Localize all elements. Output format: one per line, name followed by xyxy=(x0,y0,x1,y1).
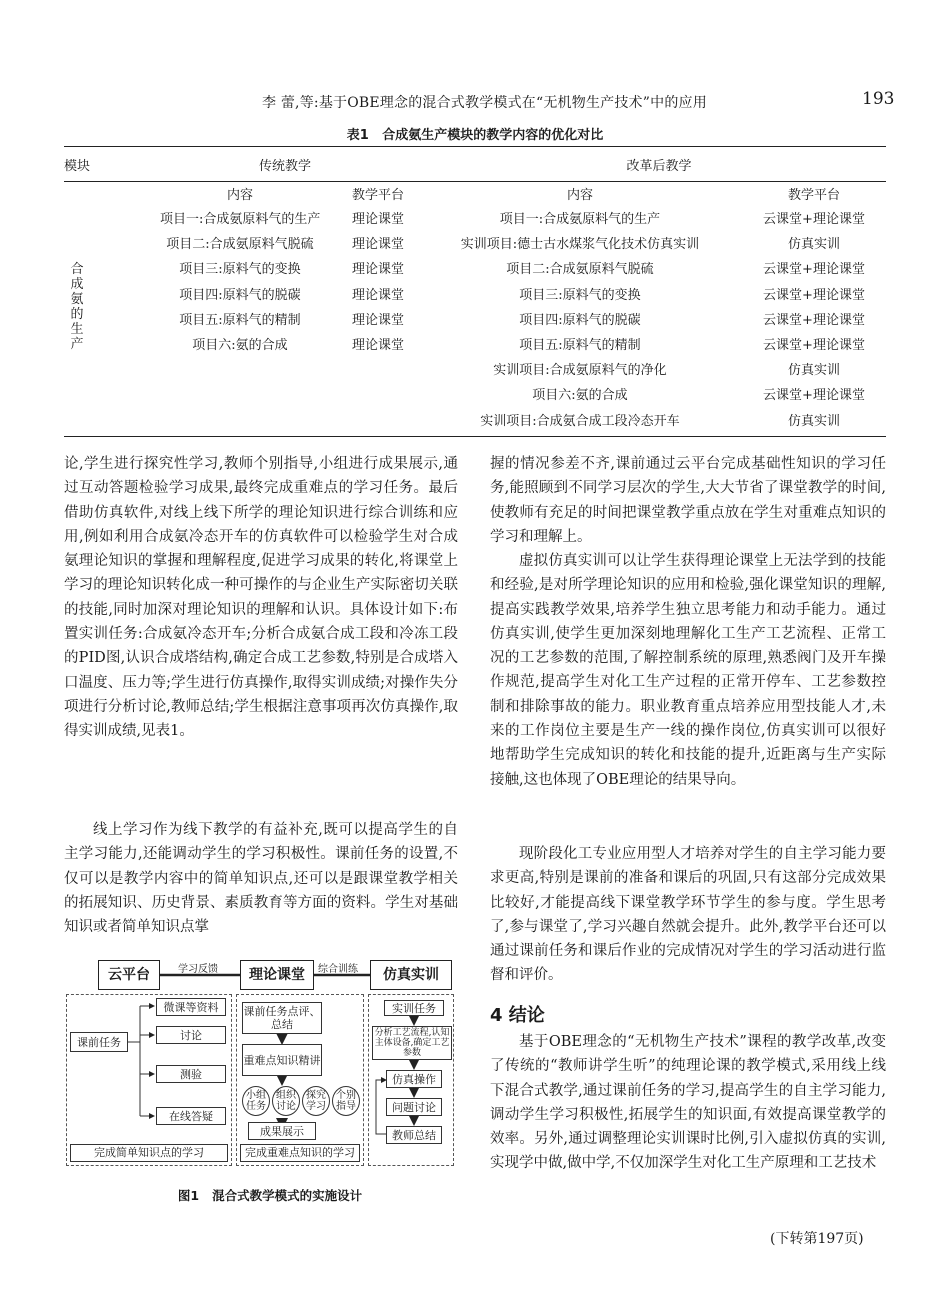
sim-step-operate: 仿真操作 xyxy=(386,1070,442,1088)
traditional-platform-cell: 理论课堂 xyxy=(351,313,404,328)
task-review-box: 课前任务点评、总结 xyxy=(242,1002,322,1034)
reformed-platform-cell: 仿真实训 xyxy=(787,363,840,378)
act-guidance: 个别指导 xyxy=(332,1086,360,1116)
reformed-platform-cell: 云课堂+理论课堂 xyxy=(763,288,865,303)
table-bottom-rule xyxy=(64,436,886,437)
sim-step-discuss: 问题讨论 xyxy=(386,1098,442,1116)
reformed-platform-cell: 云课堂+理论课堂 xyxy=(763,338,865,353)
page-number: 193 xyxy=(862,89,895,109)
act-group-task: 小组任务 xyxy=(242,1086,270,1116)
table-subheader-platform: 教学平台 xyxy=(787,188,840,203)
traditional-content-cell: 项目一:合成氨原料气的生产 xyxy=(160,212,321,227)
traditional-content-cell: 项目二:合成氨原料气脱硫 xyxy=(166,237,314,252)
act-discussion: 组织讨论 xyxy=(272,1086,300,1116)
table-subheader-platform: 教学平台 xyxy=(351,188,404,203)
sim-step-task: 实训任务 xyxy=(384,1000,444,1016)
section-4-heading: 4 结论 xyxy=(490,1005,545,1026)
reformed-platform-cell: 云课堂+理论课堂 xyxy=(763,262,865,277)
module-name-text: 合成氨的生产 xyxy=(70,262,84,352)
table-module-name xyxy=(70,262,86,352)
figure-1 xyxy=(64,948,456,1170)
traditional-content-cell: 项目四:原料气的脱碳 xyxy=(179,288,301,303)
continued-note: (下转第197页) xyxy=(770,1231,864,1247)
table-header-traditional: 传统教学 xyxy=(258,159,311,174)
traditional-platform-cell: 理论课堂 xyxy=(351,237,404,252)
key-knowledge-box: 重难点知识精讲 xyxy=(242,1044,322,1076)
table-header-module: 模块 xyxy=(64,159,91,174)
sim-step-summary: 教师总结 xyxy=(386,1126,442,1144)
traditional-content-cell: 项目六:氨的合成 xyxy=(192,338,288,353)
traditional-platform-cell: 理论课堂 xyxy=(351,212,404,227)
theory-class-box: 理论课堂 xyxy=(240,960,314,990)
traditional-content-cell: 项目五:原料气的精制 xyxy=(179,313,301,328)
reformed-content-cell: 实训项目:合成氨合成工段冷态开车 xyxy=(480,414,680,429)
table-header-rule xyxy=(64,181,886,182)
pre-result: 完成简单知识点的学习 xyxy=(70,1144,228,1162)
reformed-content-cell: 项目二:合成氨原料气脱硫 xyxy=(506,262,654,277)
reformed-platform-cell: 仿真实训 xyxy=(787,237,840,252)
reformed-platform-cell: 云课堂+理论课堂 xyxy=(763,388,865,403)
reformed-content-cell: 项目四:原料气的脱碳 xyxy=(519,313,641,328)
figure-caption: 图1 混合式教学模式的实施设计 xyxy=(177,1188,363,1203)
sim-step-analysis: 分析工艺流程,认知主体设备,确定工艺参数 xyxy=(372,1026,452,1060)
reformed-content-cell: 实训项目:德士古水煤浆气化技术仿真实训 xyxy=(460,237,700,252)
conclusion-paragraph: 基于OBE理念的“无机物生产技术”课程的教学改革,改变了传统的“教师讲学生听”的纯理论课的教学模式,采用线上线下混合式教学,通过课前任务的学习,提高学生的自主学习能力,调动学生学习积极性,拓展学生的知识面,有效提高课堂教学的效率。另外,通过调整理论实训课时比例,引入虚拟仿真的实训,实现学中做,做中学,不仅加深学生对化工生产原理和工艺技术 xyxy=(490,1034,886,1172)
cloud-platform-box: 云平台 xyxy=(98,960,160,990)
traditional-platform-cell: 理论课堂 xyxy=(351,262,404,277)
link-label-training: 综合训练 xyxy=(318,964,358,975)
reformed-content-cell: 项目六:氨的合成 xyxy=(532,388,628,403)
right-paragraph-2: 虚拟仿真实训可以让学生获得理论课堂上无法学到的技能和经验,是对所学理论知识的应用和检验,强化课堂知识的理解,提高实践教学效果,培养学生独立思考能力和动手能力。通过仿真实训,使学生更加深刻地理解化工生产工艺流程、正常工况的工艺参数的范围,了解控制系统的原理,熟悉阀门及开车操作规范,提高学生对化工生产过程的正常开停车、工艺参数控制和排除事故的能力。职业教育重点培养应用型技能人才,未来的工作岗位主要是生产一线的操作岗位,仿真实训可以很好地帮助学生完成知识的转化和技能的提升,近距离与生产实际接触,这也体现了OBE理论的结果导向。 xyxy=(490,553,886,788)
table-top-rule xyxy=(64,146,886,147)
pre-task-box: 课前任务 xyxy=(70,1032,128,1052)
running-title: 李 蕾,等:基于OBE理念的混合式教学模式在“无机物生产技术”中的应用 xyxy=(262,95,707,111)
table-subheader-content: 内容 xyxy=(566,188,593,203)
right-paragraph-1: 握的情况参差不齐,课前通过云平台完成基础性知识的学习任务,能照顾到不同学习层次的学生,大大节省了课堂教学的时间,使教师有充足的时间把课堂教学重点放在学生对重难点知识的学习和理解上。 xyxy=(490,456,886,545)
simulation-box: 仿真实训 xyxy=(370,960,452,990)
right-paragraph-3: 现阶段化工专业应用型人才培养对学生的自主学习能力要求更高,特别是课前的准备和课后的巩固,只有这部分完成效果比较好,才能提高线下课堂教学环节学生的参与度。学生思考了,参与课堂了,学习兴趣自然就会提升。此外,教学平台还可以通过课前任务和课后作业的完成情况对学生的学习活动进行监督和评价。 xyxy=(490,846,886,984)
class-result: 完成重难点知识的学习 xyxy=(240,1144,360,1162)
result-show-box: 成果展示 xyxy=(248,1122,316,1140)
traditional-content-cell: 项目三:原料气的变换 xyxy=(179,262,301,277)
traditional-platform-cell: 理论课堂 xyxy=(351,288,404,303)
reformed-content-cell: 实训项目:合成氨原料气的净化 xyxy=(493,363,667,378)
table-header-reformed: 改革后教学 xyxy=(626,159,692,174)
link-label-feedback: 学习反馈 xyxy=(178,964,218,975)
act-inquiry: 探究学习 xyxy=(302,1086,330,1116)
reformed-content-cell: 项目三:原料气的变换 xyxy=(519,288,641,303)
reformed-platform-cell: 云课堂+理论课堂 xyxy=(763,212,865,227)
reformed-content-cell: 项目一:合成氨原料气的生产 xyxy=(499,212,661,227)
pre-item-quiz: 测验 xyxy=(156,1065,226,1083)
pre-item-materials: 微课等资料 xyxy=(156,998,226,1016)
pre-item-qa: 在线答疑 xyxy=(156,1107,226,1125)
left-paragraph-1: 论,学生进行探究性学习,教师个别指导,小组进行成果展示,通过互动答题检验学习成果,最终完成重难点的学习任务。最后借助仿真软件,对线上线下所学的理论知识进行综合训练和应用,例如利用合成氨冷态开车的仿真软件可以检验学生对合成氨理论知识的掌握和理解程度,促进学习成果的转化,将课堂上学习的理论知识转化成一种可操作的与企业生产实际密切关联的技能,同时加深对理论知识的理解和认识。具体设计如下:布置实训任务:合成氨冷态开车;分析合成氨合成工段和冷冻工段的PID图,认识合成塔结构,确定合成工艺参数,特别是合成塔入口温度、压力等;学生进行仿真操作,取得实训成绩;对操作失分项进行分析讨论,教师总结;学生根据注意事项再次仿真操作,取得实训成绩,见表1。 xyxy=(64,456,458,740)
traditional-platform-cell: 理论课堂 xyxy=(351,338,404,353)
table-caption: 表1 合成氨生产模块的教学内容的优化对比 xyxy=(346,128,604,143)
left-paragraph-2: 线上学习作为线下教学的有益补充,既可以提高学生的自主学习能力,还能调动学生的学习积极性。课前任务的设置,不仅可以是教学内容中的简单知识点,还可以是跟课堂教学相关的拓展知识、历史背景、素质教育等方面的资料。学生对基础知识或者简单知识点掌 xyxy=(64,822,458,936)
reformed-content-cell: 项目五:原料气的精制 xyxy=(519,338,641,353)
reformed-platform-cell: 仿真实训 xyxy=(787,414,840,429)
reformed-platform-cell: 云课堂+理论课堂 xyxy=(763,313,865,328)
pre-item-discussion: 讨论 xyxy=(156,1026,226,1044)
table-subheader-content: 内容 xyxy=(226,188,253,203)
running-header xyxy=(0,89,950,116)
